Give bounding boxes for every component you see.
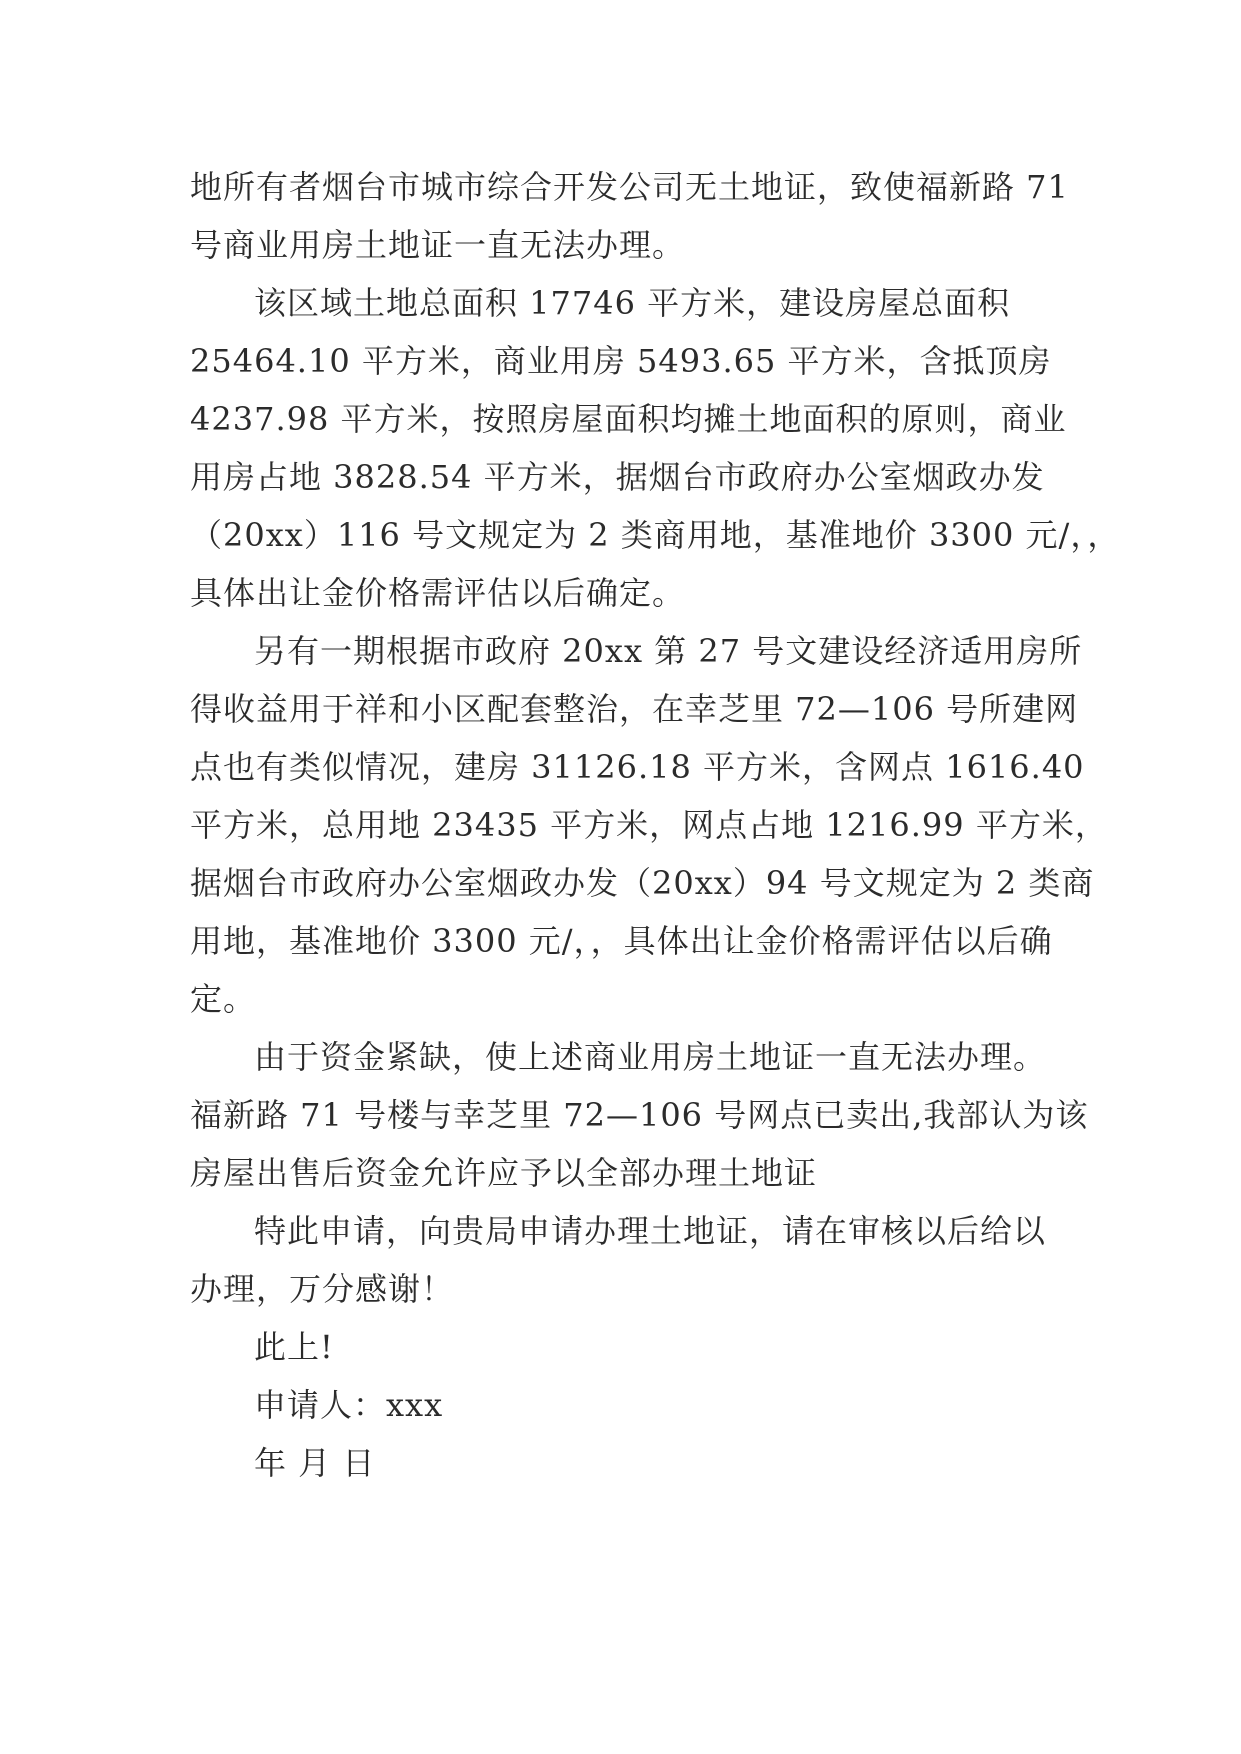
text-line: 办理，万分感谢！ [190, 1270, 455, 1308]
paragraph [190, 1376, 1050, 1434]
text-line: 此上! [254, 1328, 334, 1366]
text-line: 房屋出售后资金允许应予以全部办理土地证 [190, 1154, 818, 1192]
text-line: 平方米，总用地 23435 平方米，网点占地 1216.99 平方米， [190, 806, 1108, 844]
text-line: 该区域土地总面积 17746 平方米，建设房屋总面积 [254, 284, 1011, 322]
text-line: 号商业用房土地证一直无法办理。 [190, 226, 686, 264]
text-line: 4237.98 平方米，按照房屋面积均摊土地面积的原则，商业 [190, 400, 1067, 438]
text-line: 25464.10 平方米，商业用房 5493.65 平方米，含抵顶房 [190, 342, 1052, 380]
text-line: 用地，基准地价 3300 元/，，具体出让金价格需评估以后确 [190, 922, 1053, 960]
text-line: 据烟台市政府办公室烟政办发（20xx）94 号文规定为 2 类商 [190, 864, 1095, 902]
paragraph [190, 274, 1121, 622]
text-line: 得收益用于祥和小区配套整治，在幸芝里 72—106 号所建网 [190, 690, 1079, 728]
text-line: 点也有类似情况，建房 31126.18 平方米，含网点 1616.40 [190, 748, 1085, 786]
paragraph [190, 158, 1069, 274]
text-line: （20xx）116 号文规定为 2 类商用地，基准地价 3300 元/，， [190, 516, 1121, 554]
text-line: 特此申请，向贵局申请办理土地证，请在审核以后给以 [254, 1212, 1047, 1250]
text-line: 申请人：xxx [254, 1386, 444, 1424]
paragraph [190, 622, 1108, 1028]
document-body [190, 158, 1121, 1492]
text-line: 地所有者烟台市城市综合开发公司无土地证，致使福新路 71 [190, 168, 1069, 206]
text-line: 具体出让金价格需评估以后确定。 [190, 574, 686, 612]
paragraph [190, 1202, 1050, 1318]
text-line: 另有一期根据市政府 20xx 第 27 号文建设经济适用房所 [254, 632, 1083, 670]
text-line: 由于资金紧缺，使上述商业用房土地证一直无法办理。 [254, 1038, 1047, 1076]
paragraph [190, 1028, 1089, 1202]
text-line: 福新路 71 号楼与幸芝里 72—106 号网点已卖出,我部认为该 [190, 1096, 1089, 1134]
text-line: 定。 [190, 980, 257, 1018]
paragraph [190, 1434, 1050, 1492]
text-line: 用房占地 3828.54 平方米，据烟台市政府办公室烟政办发 [190, 458, 1045, 496]
paragraph [190, 1318, 1050, 1376]
text-line: 年 月 日 [254, 1444, 376, 1482]
